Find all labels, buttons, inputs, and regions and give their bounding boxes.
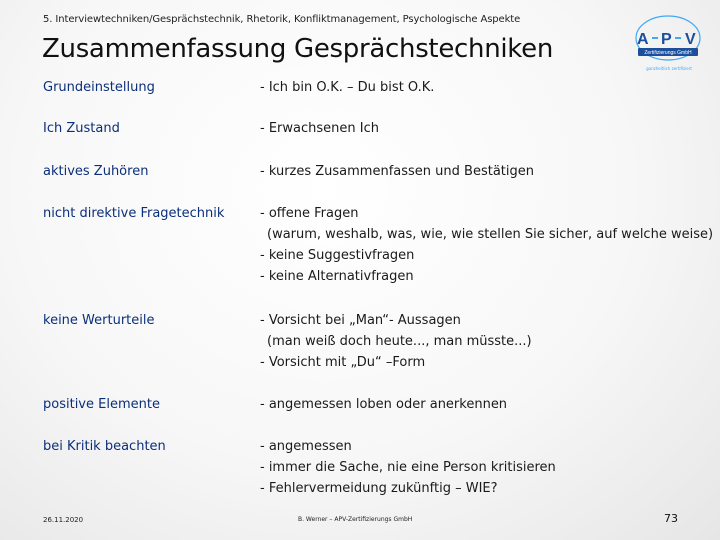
row-label: aktives Zuhören	[43, 164, 149, 179]
logo-dash-left	[652, 37, 658, 39]
page-number: 73	[664, 512, 678, 525]
footer-author: B. Werner – APV-Zertifizierungs GmbH	[298, 516, 413, 523]
row-label: nicht direktive Fragetechnik	[43, 206, 225, 221]
logo-letter-v: V	[685, 31, 696, 48]
row-value-line: - Vorsicht bei „Man“- Aussagen	[260, 313, 461, 328]
row-value-line: - Fehlervermeidung zukünftig – WIE?	[260, 481, 498, 496]
row-value-line: - Erwachsenen Ich	[260, 121, 379, 136]
row-label: keine Werturteile	[43, 313, 155, 328]
slide-section-header: 5. Interviewtechniken/Gesprächstechnik, Rhetorik, Konfliktmanagement, Psychologische Aspekte	[43, 14, 521, 25]
row-value-line: - angemessen loben oder anerkennen	[260, 397, 508, 412]
row-value-line: - immer die Sache, nie eine Person kritisieren	[260, 460, 556, 475]
logo-dash-right	[675, 37, 681, 39]
slide-title: Zusammenfassung Gesprächstechniken	[42, 34, 554, 64]
row-value-line: - angemessen	[260, 439, 352, 454]
row-label: Grundeinstellung	[43, 80, 155, 95]
footer-date: 26.11.2020	[43, 516, 84, 524]
row-value-line: - keine Alternativfragen	[260, 269, 414, 284]
row-value-line: (man weiß doch heute..., man müsste...)	[267, 334, 532, 349]
logo-letter-p: P	[661, 31, 672, 48]
logo-letter-a: A	[637, 31, 649, 48]
row-value-line: - kurzes Zusammenfassen und Bestätigen	[260, 164, 534, 179]
row-value-line: - Vorsicht mit „Du“ –Form	[260, 355, 426, 370]
row-value-line: - offene Fragen	[260, 206, 359, 221]
apv-logo	[628, 10, 708, 72]
row-label: positive Elemente	[43, 397, 160, 412]
row-value-line: - Ich bin O.K. – Du bist O.K.	[260, 80, 435, 95]
logo-company-line: Zertifizierungs GmbH	[644, 50, 692, 56]
row-label: bei Kritik beachten	[43, 439, 166, 454]
row-value-line: (warum, weshalb, was, wie, wie stellen Sie sicher, auf welche weise)	[267, 227, 714, 242]
row-label: Ich Zustand	[43, 121, 120, 136]
logo-tagline: ganzheitlich zertifiziert	[646, 66, 692, 71]
row-value-line: - keine Suggestivfragen	[260, 248, 415, 263]
